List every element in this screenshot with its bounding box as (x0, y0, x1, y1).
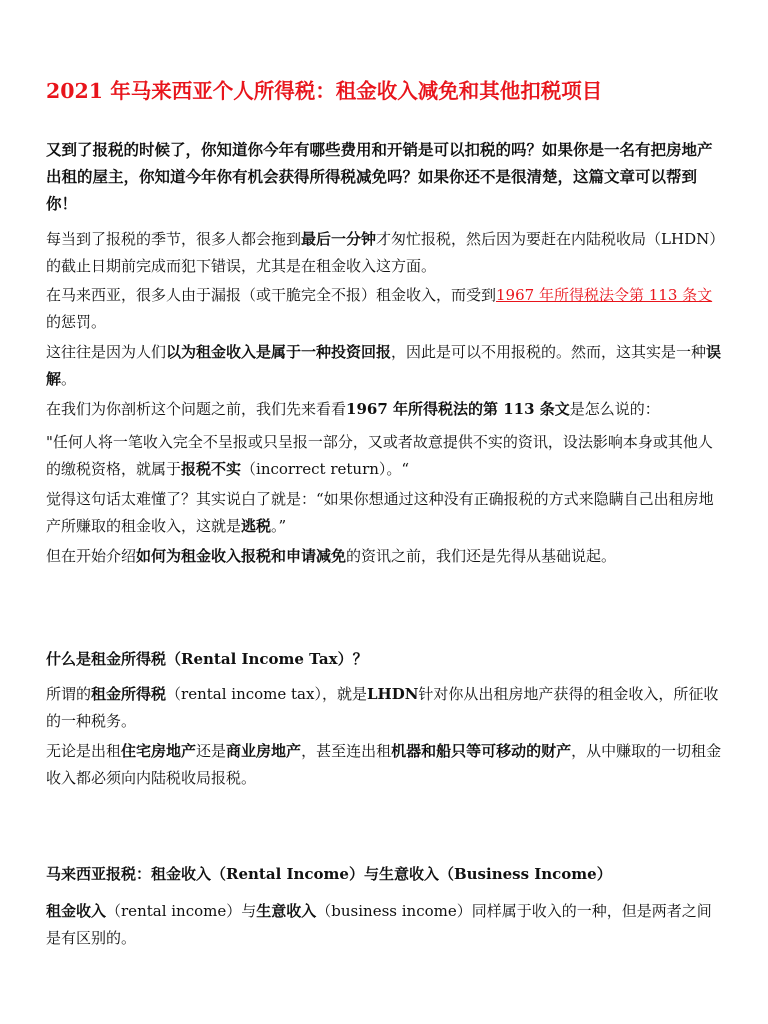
text: ，因此是可以不用报税的。然而，这其实是一种 (391, 343, 707, 361)
paragraph-difference (46, 898, 726, 952)
paragraph-penalty (46, 282, 726, 336)
text: 这往往是因为人们 (46, 343, 167, 361)
paragraph-quote (46, 429, 726, 483)
text: （rental income）与 (106, 902, 257, 920)
bold-text: 误解 (46, 343, 722, 388)
bold-text: 生意收入 (256, 902, 317, 920)
article-title: 2021 年马来西亚个人所得税：租金收入减免和其他扣税项目 (46, 79, 603, 103)
bold-text: LHDN (366, 685, 419, 703)
bold-text: 住宅房地产 (121, 742, 197, 760)
section-heading-rental-vs-business: 马来西亚报税：租金收入（Rental Income）与生意收入（Business Income） (46, 865, 612, 883)
bold-text: 最后一分钟 (301, 230, 377, 248)
paragraph-explanation (46, 486, 726, 540)
text: 针对你从出租房地产获得的租金收入，所征收的一种税务。 (46, 685, 719, 730)
text: 在马来西亚，很多人由于漏报（或干脆完全不报）租金收入，而受到 (46, 286, 497, 304)
bold-text: 1967 年所得税法的第 113 条文 (346, 400, 570, 418)
text: 还是 (196, 742, 227, 760)
income-tax-act-link[interactable]: 1967 年所得税法令第 113 条文 (496, 286, 713, 304)
paragraph-deadline (46, 226, 726, 280)
bold-text: 报税不实 (181, 460, 242, 478)
text: （rental income tax），就是 (166, 685, 367, 703)
text: 每当到了报税的季节，很多人都会拖到 (46, 230, 302, 248)
text: 是怎么说的： (569, 400, 660, 418)
paragraph-misconception (46, 339, 726, 393)
text: ，甚至连出租 (301, 742, 392, 760)
bold-text: 如何为租金收入报税和申请减免 (136, 547, 347, 565)
text: 的资讯之前，我们还是先得从基础说起。 (346, 547, 617, 565)
text: 才匆忙报税，然后因为要赶在内陆税收局（LHDN）的截止日期前完成而犯下错误，尤其是在租金收入这方面。 (46, 230, 725, 275)
text: 的惩罚。 (46, 313, 107, 331)
bold-text: 机器和船只等可移动的财产 (391, 742, 572, 760)
text: 但在开始介绍 (46, 547, 137, 565)
bold-text: 逃税 (241, 517, 272, 535)
section-heading-rental-income-tax: 什么是租金所得税（Rental Income Tax）？ (46, 650, 368, 668)
paragraph-section-113 (46, 396, 726, 423)
bold-text: 租金所得税 (91, 685, 167, 703)
text: ，从中赚取的一切租金收入都必须向内陆税收局报税。 (46, 742, 722, 787)
text: 觉得这句话太难懂了？其实说白了就是：“如果你想通过这种没有正确报税的方式来隐瞒自己出租房地产所赚取的租金收入，这就是 (46, 490, 714, 535)
paragraph-property-types (46, 738, 726, 792)
paragraph-definition (46, 681, 726, 735)
text: （business income）同样属于收入的一种，但是两者之间是有区别的。 (46, 902, 712, 947)
text: （incorrect return）。“ (241, 460, 410, 478)
text: 。” (271, 517, 287, 535)
text: 所谓的 (46, 685, 92, 703)
text: 。 (61, 370, 77, 388)
text: 无论是出租 (46, 742, 122, 760)
text: 在我们为你剖析这个问题之前，我们先来看看 (46, 400, 347, 418)
bold-text: 以为租金收入是属于一种投资回报 (166, 343, 392, 361)
bold-text: 租金收入 (46, 902, 107, 920)
intro-paragraph: 又到了报税的时候了，你知道你今年有哪些费用和开销是可以扣税的吗？如果你是一名有把房地产出租的屋主，你知道今年你有机会获得所得税减免吗？如果你还不是很清楚，这篇文章可以帮到你！ (46, 140, 713, 213)
paragraph-transition (46, 543, 726, 570)
text: "任何人将一笔收入完全不呈报或只呈报一部分，又或者故意提供不实的资讯，设法影响本身或其他人的缴税资格，就属于 (46, 433, 713, 478)
bold-text: 商业房地产 (226, 742, 302, 760)
